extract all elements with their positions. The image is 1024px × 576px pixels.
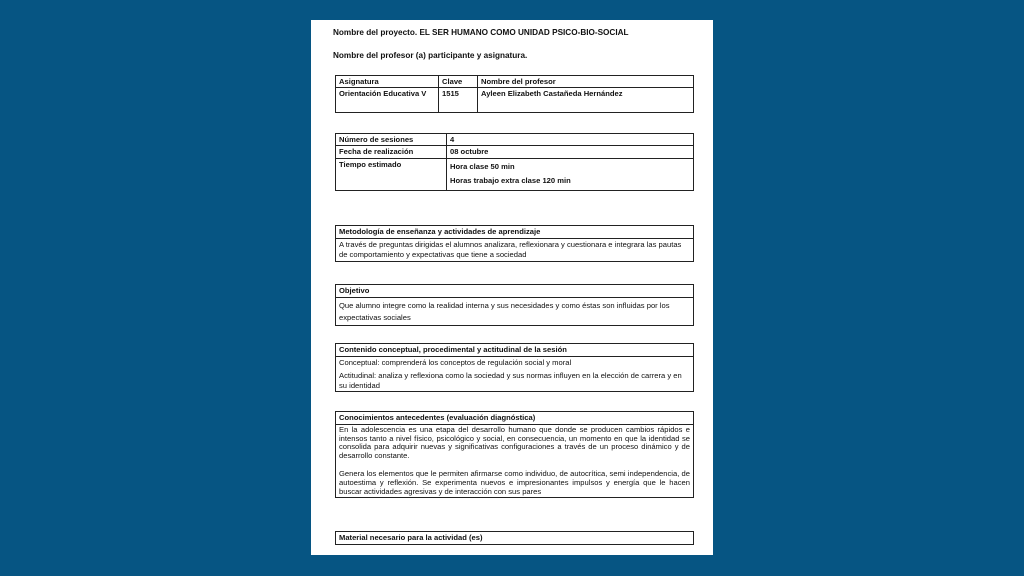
prior-knowledge-box [335, 411, 694, 498]
prior-knowledge-title: Conocimientos antecedentes (evaluación diagnóstica) [336, 412, 693, 425]
session-table [335, 133, 694, 191]
sessions-label: Número de sesiones [336, 134, 447, 146]
date-label: Fecha de realización [336, 146, 447, 158]
prior-knowledge-body [336, 425, 693, 498]
header-subject: Asignatura [336, 76, 439, 88]
content-attitudinal: Actitudinal: analiza y reflexiona como la sociedad y sus normas influyen en la elección de carrera y en su identidad [339, 370, 682, 390]
date-value: 08 octubre [447, 146, 694, 158]
methodology-title: Metodología de enseñanza y actividades de aprendizaje [336, 226, 693, 239]
materials-title: Material necesario para la actividad (es) [339, 533, 483, 542]
time-label: Tiempo estimado [336, 158, 447, 190]
header-teacher: Nombre del profesor [478, 76, 694, 88]
subject-table [335, 75, 694, 113]
key-cell: 1515 [439, 88, 478, 113]
content-title: Contenido conceptual, procedimental y actitudinal de la sesión [336, 344, 693, 357]
prior-knowledge-paragraph-2: Genera los elementos que le permiten afirmarse como individuo, de autocrítica, semi independencia, de autoestima y reflexión. Se experimenta nuevos e impresionantes impulsos y energía que le hacen buscar actividades agresivas y de interacción con sus pares [339, 469, 690, 496]
document-page [311, 20, 713, 555]
teacher-cell: Ayleen Elizabeth Castañeda Hernández [478, 88, 694, 113]
project-name-line: Nombre del proyecto. EL SER HUMANO COMO UNIDAD PSICO-BIO-SOCIAL [333, 28, 629, 37]
materials-box [335, 531, 694, 545]
content-box [335, 343, 694, 392]
objective-title: Objetivo [336, 285, 693, 298]
content-body [336, 357, 693, 392]
sessions-value: 4 [447, 134, 694, 146]
prior-knowledge-paragraph-1: En la adolescencia es una etapa del desarrollo humano que donde se producen cambios rápidos e intensos tanto a nivel físico, psicológico y social, en consecuencia, un momento en que la identidad se consolida para adquirir nuevas y significativas configuraciones a través de un proceso dinámico y de desarrollo constante. [339, 424, 690, 461]
time-value-cell [447, 158, 694, 190]
objective-text: Que alumno integre como la realidad interna y sus necesidades y como éstas son influidas por los expectativas sociales [339, 300, 670, 322]
methodology-text: A través de preguntas dirigidas el alumnos analizara, reflexionara y cuestionara e integrara las pautas de comportamiento y expectativas que tiene a sociedad [339, 239, 682, 259]
time-extra-value: Horas trabajo extra clase 120 min [450, 176, 571, 186]
subject-cell: Orientación Educativa V [336, 88, 439, 113]
content-conceptual: Conceptual: comprenderá los conceptos de regulación social y moral [339, 357, 572, 367]
time-class-value: Hora clase 50 min [450, 161, 515, 171]
teacher-subject-line: Nombre del profesor (a) participante y asignatura. [333, 51, 528, 60]
header-key: Clave [439, 76, 478, 88]
methodology-box [335, 225, 694, 262]
objective-box [335, 284, 694, 326]
